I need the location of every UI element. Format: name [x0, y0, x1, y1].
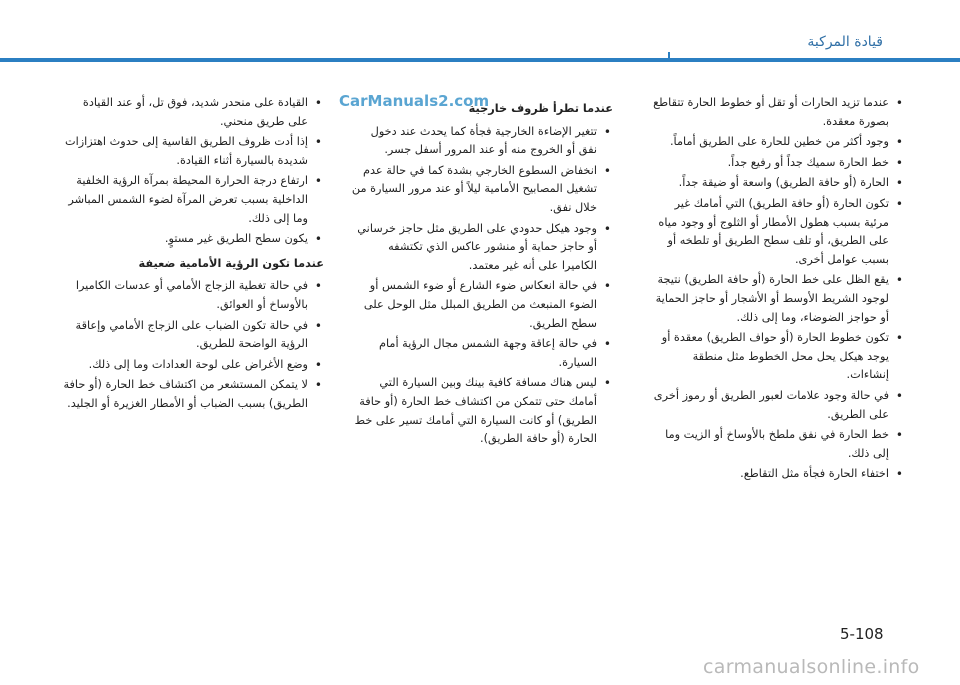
- list-item: • في حالة وجود علامات لعبور الطريق أو رموز أخرى على الطريق.: [653, 388, 903, 421]
- chapter-title: قيادة المركبة: [807, 34, 883, 50]
- list-item: • عندما تزيد الحارات أو تقل أو خطوط الحارة تتقاطع بصورة معقدة.: [653, 96, 903, 128]
- list-item: • وجود هيكل حدودي على الطريق مثل حاجز خرساني أو حاجز حماية أو منشور عاكس الذي تكتشفه الكاميرا على أنه غير معتمد.: [357, 221, 611, 272]
- list-item: • يقع الظل على خط الحارة (أو حافة الطريق) نتيجة لوجود الشريط الأوسط أو الأشجار أو حاجز الحماية أو حواجز الضوضاء، وما إلى ذلك.: [655, 273, 903, 324]
- list-item: • في حالة انعكاس ضوء الشارع أو ضوء الشمس أو الضوء المنبعث من الطريق المبلل مثل الوحل على سطح الطريق.: [363, 279, 611, 330]
- page-number: 5-108: [840, 625, 884, 643]
- list-item: • انخفاض السطوع الخارجي بشدة كما في حالة عدم تشغيل المصابيح الأمامية ليلاً أو عند مرور السيارة من خلال نفق.: [351, 163, 611, 214]
- left-column: [61, 94, 324, 416]
- list-item: • اختفاء الحارة فجأة مثل التقاطع.: [740, 467, 903, 482]
- list-item: • إذا أدت ظروف الطريق القاسية إلى حدوث اهتزازات شديدة بالسيارة أثناء القيادة.: [64, 135, 322, 167]
- list-item: • ارتفاع درجة الحرارة المحيطة بمرآة الرؤية الخلفية الداخلية بسبب تعرض المرآة لضوء الشمس المباشر وما إلى ذلك.: [68, 174, 322, 225]
- list-item: • تكون الحارة (أو حافة الطريق) التي أمامك غير مرئية بسبب هطول الأمطار أو الثلوج أو وجود مياه على الطريق، أو تلف سطح الطريق أو تلطخه أو بسبب عوامل أخرى.: [658, 196, 903, 266]
- middle-column: [351, 94, 613, 451]
- right-column: [650, 94, 905, 486]
- list-item: • وجود أكثر من خطين للحارة على الطريق أماماً.: [669, 135, 903, 150]
- footer-watermark: carmanualsonline.info: [703, 656, 920, 678]
- list-item: • يكون سطح الطريق غير مستوٍ.: [164, 232, 322, 247]
- list-item: • في حالة تغطية الزجاج الأمامي أو عدسات الكاميرا بالأوساخ أو العوائق.: [75, 279, 322, 311]
- section-heading: عندما تكون الرؤية الأمامية ضعيفة: [138, 256, 324, 270]
- header-rule: [0, 58, 960, 62]
- watermark: CarManuals2.com: [339, 92, 490, 110]
- list-item: • ليس هناك مسافة كافية بينك وبين السيارة التي أمامك حتى تتمكن من اكتشاف خط الحارة (أو حافة الطريق) أو كانت السيارة التي أمامك تسير على خط الحارة (أو حافة الطريق).: [354, 376, 611, 446]
- list-item: • الحارة (أو حافة الطريق) واسعة أو ضيقة جداً.: [678, 176, 903, 191]
- list-item: • وضع الأغراض على لوحة العدادات وما إلى ذلك.: [88, 357, 322, 372]
- list-item: • خط الحارة سميك جداً أو رفيع جداً.: [727, 155, 903, 170]
- list-item: • تكون خطوط الحارة (أو حواف الطريق) معقدة أو يوجد هيكل يحل محل الخطوط مثل منطقة إنشاءات.: [661, 331, 903, 382]
- list-item: • لا يتمكن المستشعر من اكتشاف خط الحارة (أو حافة الطريق) بسبب الضباب أو الأمطار الغزيرة أو الجليد.: [63, 378, 322, 410]
- section-heading: عندما تطرأ ظروف خارجية: [468, 102, 613, 115]
- list-item: • تتغير الإضاءة الخارجية فجأة كما يحدث عند دخول نفق أو الخروج منه أو عند المرور أسفل جسر.: [370, 124, 611, 157]
- list-item: • خط الحارة في نفق ملطخ بالأوساخ أو الزيت وما إلى ذلك.: [665, 428, 903, 460]
- list-item: • القيادة على منحدر شديد، فوق تل، أو عند القيادة على طريق منحني.: [82, 96, 322, 128]
- list-item: • في حالة إعاقة وجهة الشمس مجال الرؤية أمام السيارة.: [378, 337, 611, 369]
- list-item: • في حالة تكون الضباب على الزجاج الأمامي وإعاقة الرؤية الواضحة للطريق.: [75, 318, 322, 351]
